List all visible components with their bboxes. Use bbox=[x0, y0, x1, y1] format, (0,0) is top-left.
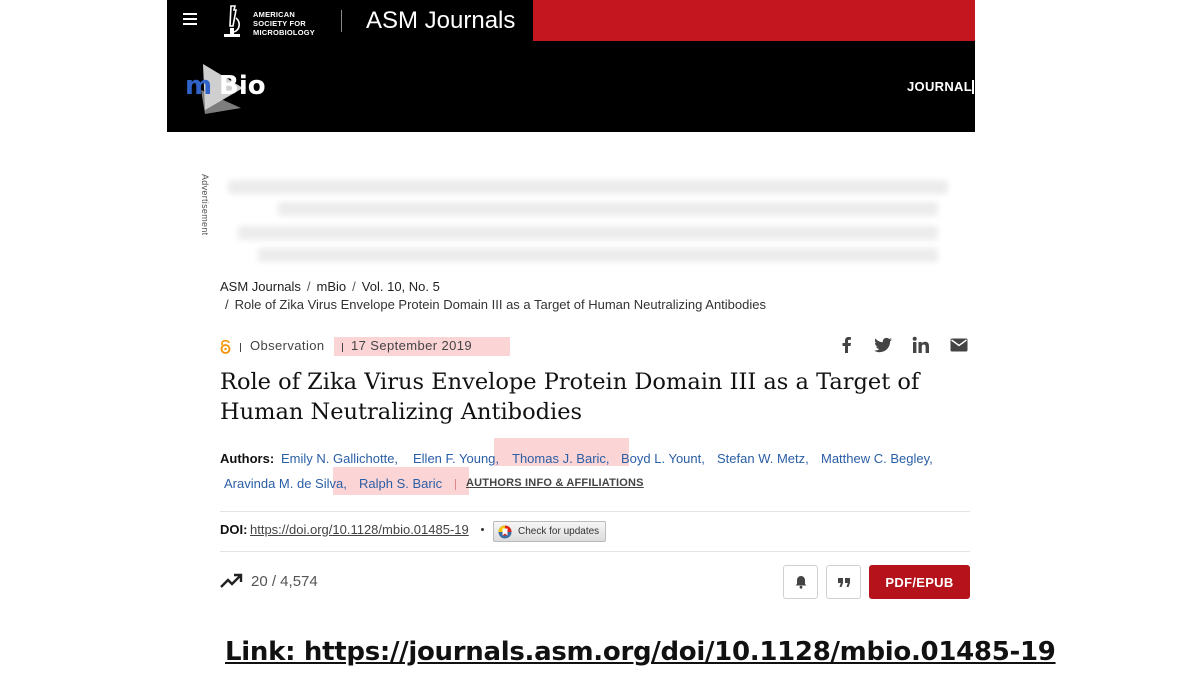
author-link[interactable]: Aravinda M. de Silva, bbox=[224, 476, 347, 491]
quote-icon bbox=[837, 575, 851, 589]
author-link[interactable]: Thomas J. Baric, bbox=[512, 451, 610, 466]
doi-label: DOI: bbox=[220, 522, 248, 537]
header-accent-bar bbox=[533, 0, 975, 41]
open-access-icon bbox=[220, 339, 231, 354]
breadcrumb-volume[interactable]: Vol. 10, No. 5 bbox=[361, 279, 440, 294]
twitter-icon[interactable] bbox=[873, 335, 893, 355]
author-link[interactable]: Ellen F. Young, bbox=[413, 451, 500, 466]
check-for-updates-label: Check for updates bbox=[518, 526, 600, 537]
crossmark-icon bbox=[498, 525, 512, 539]
article-title: Role of Zika Virus Envelope Protein Domain III as a Target of Human Neutralizing Antibodies bbox=[220, 369, 920, 425]
breadcrumb-mbio[interactable]: mBio bbox=[316, 279, 347, 294]
breadcrumb-asm-journals[interactable]: ASM Journals bbox=[220, 279, 301, 294]
mbio-logo[interactable] bbox=[183, 60, 273, 116]
alert-button[interactable] bbox=[783, 565, 818, 599]
advertisement-label: Advertisement bbox=[200, 174, 210, 236]
breadcrumb-current: / Role of Zika Virus Envelope Protein Domain III as a Target of Human Neutralizing Antibodies bbox=[225, 297, 766, 312]
svg-text:m: m bbox=[185, 71, 213, 101]
author-link[interactable]: Matthew C. Begley, bbox=[821, 451, 933, 466]
authors-affiliations-link[interactable]: AUTHORS INFO & AFFILIATIONS bbox=[466, 477, 644, 489]
author-link[interactable]: Emily N. Gallichotte, bbox=[281, 451, 399, 466]
breadcrumb-article: Role of Zika Virus Envelope Protein Domain III as a Target of Human Neutralizing Antibodies bbox=[234, 297, 766, 312]
authors-label: Authors: bbox=[220, 451, 275, 466]
nav-divider bbox=[972, 80, 974, 94]
author-link[interactable]: Boyd L. Yount, bbox=[621, 451, 705, 466]
author-link[interactable]: Ralph S. Baric bbox=[359, 476, 443, 491]
society-name[interactable]: AMERICAN SOCIETY FOR MICROBIOLOGY bbox=[253, 10, 315, 37]
check-for-updates-button[interactable] bbox=[493, 521, 606, 542]
article-url-caption[interactable]: Link: https://journals.asm.org/doi/10.1128/mbio.01485-19 bbox=[225, 637, 1056, 667]
linkedin-icon[interactable] bbox=[911, 335, 931, 355]
publication-date: 17 September 2019 bbox=[351, 338, 472, 353]
affiliations-separator bbox=[455, 479, 456, 490]
doi-link[interactable]: https://doi.org/10.1128/mbio.01485-19 bbox=[250, 522, 469, 537]
divider bbox=[220, 551, 970, 552]
article-metrics[interactable]: 20 / 4,574 bbox=[251, 573, 318, 590]
meta-separator bbox=[240, 343, 241, 352]
asm-journals-brand[interactable]: ASM Journals bbox=[366, 7, 516, 34]
menu-icon[interactable] bbox=[183, 13, 197, 25]
author-link[interactable]: Stefan W. Metz, bbox=[717, 451, 809, 466]
trending-up-icon bbox=[220, 573, 244, 589]
meta-separator bbox=[342, 343, 343, 352]
svg-text:Bio: Bio bbox=[219, 71, 266, 101]
cite-button[interactable] bbox=[826, 565, 861, 599]
doi-separator bbox=[481, 528, 484, 531]
pdf-epub-button[interactable]: PDF/EPUB bbox=[869, 565, 970, 599]
breadcrumb: ASM Journals / mBio / Vol. 10, No. 5 bbox=[220, 279, 440, 294]
article-type: Observation bbox=[250, 338, 325, 353]
email-icon[interactable] bbox=[949, 335, 969, 355]
microscope-logo-icon[interactable] bbox=[222, 4, 242, 40]
divider bbox=[220, 511, 970, 512]
advertisement-banner[interactable] bbox=[218, 174, 970, 266]
header-divider bbox=[341, 10, 342, 32]
facebook-icon[interactable] bbox=[837, 335, 857, 355]
nav-journal[interactable]: JOURNAL bbox=[907, 79, 972, 94]
bell-icon bbox=[794, 575, 808, 589]
